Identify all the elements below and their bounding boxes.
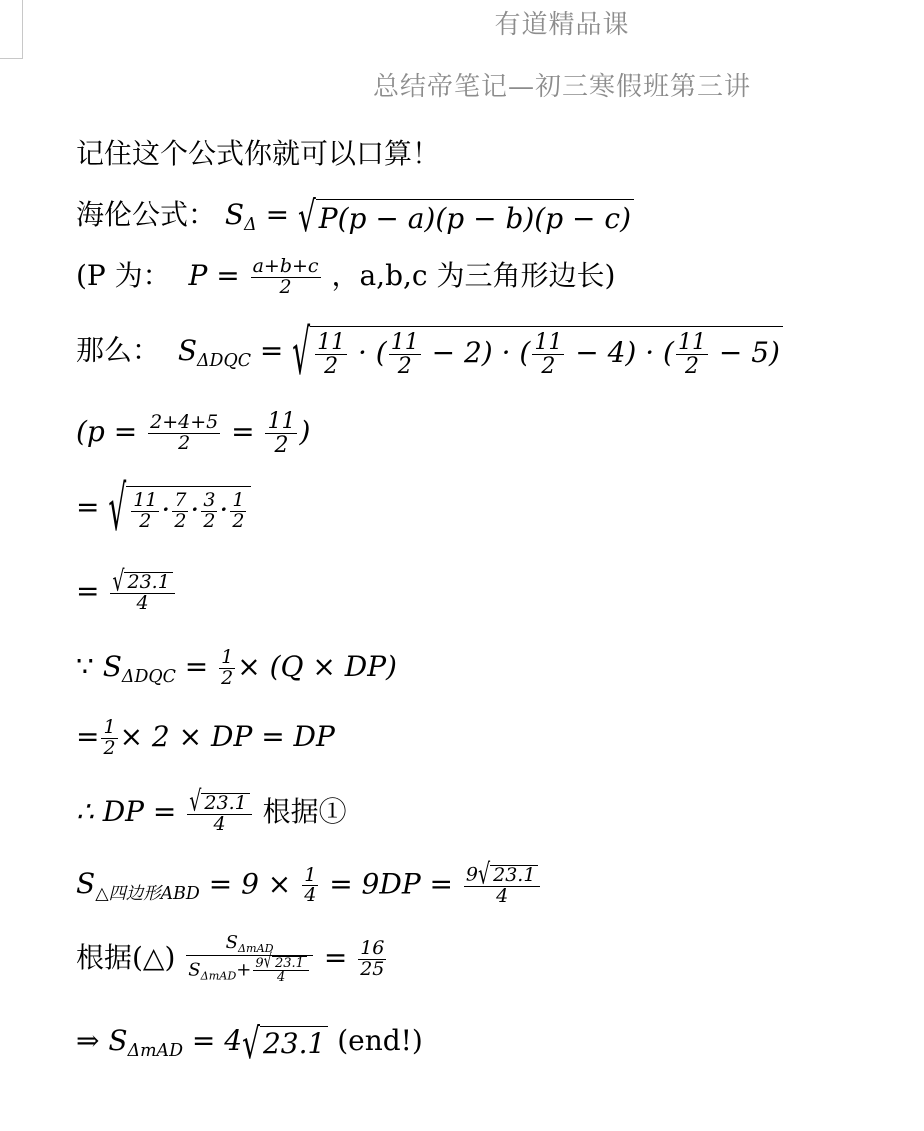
intro-line	[76, 132, 440, 172]
p-fraction-num: a+b+c	[252, 255, 319, 278]
because-rest: × (Q × DP)	[237, 649, 397, 683]
dqc-sqrt: √ $\frac{11}{2}$ · ( $\frac{11}{2}$ − 2) · ( $\frac{11}{2}$ − 4) · ( $\frac{11}{2}$ − 5)	[292, 326, 783, 378]
therefore-expr: ∴ DP =	[76, 795, 177, 828]
header-brand: 有道精品课	[494, 10, 630, 40]
half-fraction-2: $\frac{1}{2}$	[103, 716, 116, 759]
because-line: ∵ $S_{\Delta DQC}$ = $\frac{1}{2}$ × (Q × DP)	[76, 646, 397, 689]
half-fraction: $\frac{1}{2}$	[221, 646, 234, 689]
half-product-rest: × 2 × DP = DP	[119, 719, 335, 753]
intro-text: 记住这个公式你就可以口算！	[76, 137, 441, 170]
times-nine: = 9 ×	[208, 867, 292, 901]
product-sqrt-line	[76, 472, 251, 546]
quadrilateral-area-line: $S_{\triangle 四边形ABD} = 9$ × $\frac{1}{4}$ = 9DP = $\frac{9√ 23.1}{4}$	[76, 865, 542, 907]
area-symbol: $S_\Delta$	[224, 198, 257, 236]
area-result-line	[76, 564, 177, 614]
product-sqrt: √ $\frac{11}{2}$ · $\frac{7}{2}$ · $\frac{3}{2}$ · $\frac{1}{2}$	[108, 486, 251, 532]
quadrilateral-result-fraction: $\frac{9√ 23.1}{4}$	[464, 865, 541, 907]
p-result-fraction: $\frac{11}{2}$	[267, 409, 296, 459]
conclusion-value: = 4	[191, 1024, 243, 1057]
p-definition-open: (P 为：	[76, 259, 171, 292]
nine-dp: = 9DP =	[329, 867, 454, 901]
p-sum-fraction: $\frac{2+4+5}{2}$	[150, 411, 219, 455]
half-product-line: = $\frac{1}{2}$ × 2 × DP = DP	[76, 716, 335, 759]
ratio-line: 根据(△) $S_{\Delta mAD}$ $S_{\Delta mAD}+$ $\frac{9√ 23.1}{4}$ = $\frac{16}{25}$	[76, 932, 385, 986]
equals-sign: =	[76, 490, 109, 524]
dqc-area-line	[76, 315, 783, 389]
quadrilateral-subscript: △四边形ABD	[95, 884, 200, 905]
quarter-fraction: $\frac{1}{4}$	[304, 863, 317, 907]
heron-sqrt: √ P(p − a)(p − b)(p − c)	[298, 198, 634, 235]
product-radicand: $\frac{11}{2}$ · $\frac{7}{2}$ · $\frac{3}{2}$ · $\frac{1}{2}$	[126, 486, 251, 532]
p-definition-line	[76, 254, 615, 298]
conclusion-line: ⇒ $S_{\Delta mAD} = 4√$ 23.1 (end!)	[76, 1018, 423, 1068]
heron-radicand: P(p − a)(p − b)(p − c)	[316, 199, 634, 235]
because-symbol: ∵	[76, 649, 94, 683]
heron-label: 海伦公式：	[76, 198, 217, 231]
conclusion-sqrt: √ 23.1	[242, 1025, 328, 1061]
heron-formula-line	[76, 192, 634, 242]
according-to-triangle: 根据(△)	[76, 940, 176, 974]
equals-sign: =	[265, 198, 298, 231]
dp-fraction: $\frac{√ 23.1}{4}$	[187, 793, 251, 835]
p-definition-rest: ，a,b,c 为三角形边长)	[331, 259, 616, 292]
p-fraction	[251, 257, 321, 298]
p-symbol: P =	[179, 259, 249, 292]
implies-symbol: ⇒	[76, 1024, 100, 1057]
dqc-radicand: $\frac{11}{2}$ · ( $\frac{11}{2}$ − 2) · ( $\frac{11}{2}$ − 4) · ( $\frac{11}{2}$ − 5)	[310, 326, 783, 378]
then-label: 那么：	[76, 333, 161, 367]
according-to-1: 根据①	[262, 795, 347, 828]
p-value-line: (p = $\frac{2+4+5}{2}$ = $\frac{11}{2}$ )	[76, 409, 311, 459]
end-marker: (end!)	[337, 1024, 423, 1057]
ratio-fraction: $S_{\Delta mAD}$ $S_{\Delta mAD}+$ $\frac{9√ 23.1}{4}$	[186, 934, 313, 985]
p-fraction-den: 2	[279, 276, 292, 298]
header-subtitle: 总结帝笔记—初三寒假班第三讲	[372, 72, 751, 102]
p-value-expr: (p =	[76, 415, 147, 449]
sixteen-25-fraction: $\frac{16}{25}$	[360, 937, 385, 980]
therefore-line	[76, 785, 347, 835]
area-result-fraction: $\frac{√ 23.1}{4}$	[110, 572, 174, 614]
equals-sign: =	[76, 574, 109, 608]
area-symbol-dqc: $S_{\Delta DQC}$ =	[168, 333, 293, 371]
